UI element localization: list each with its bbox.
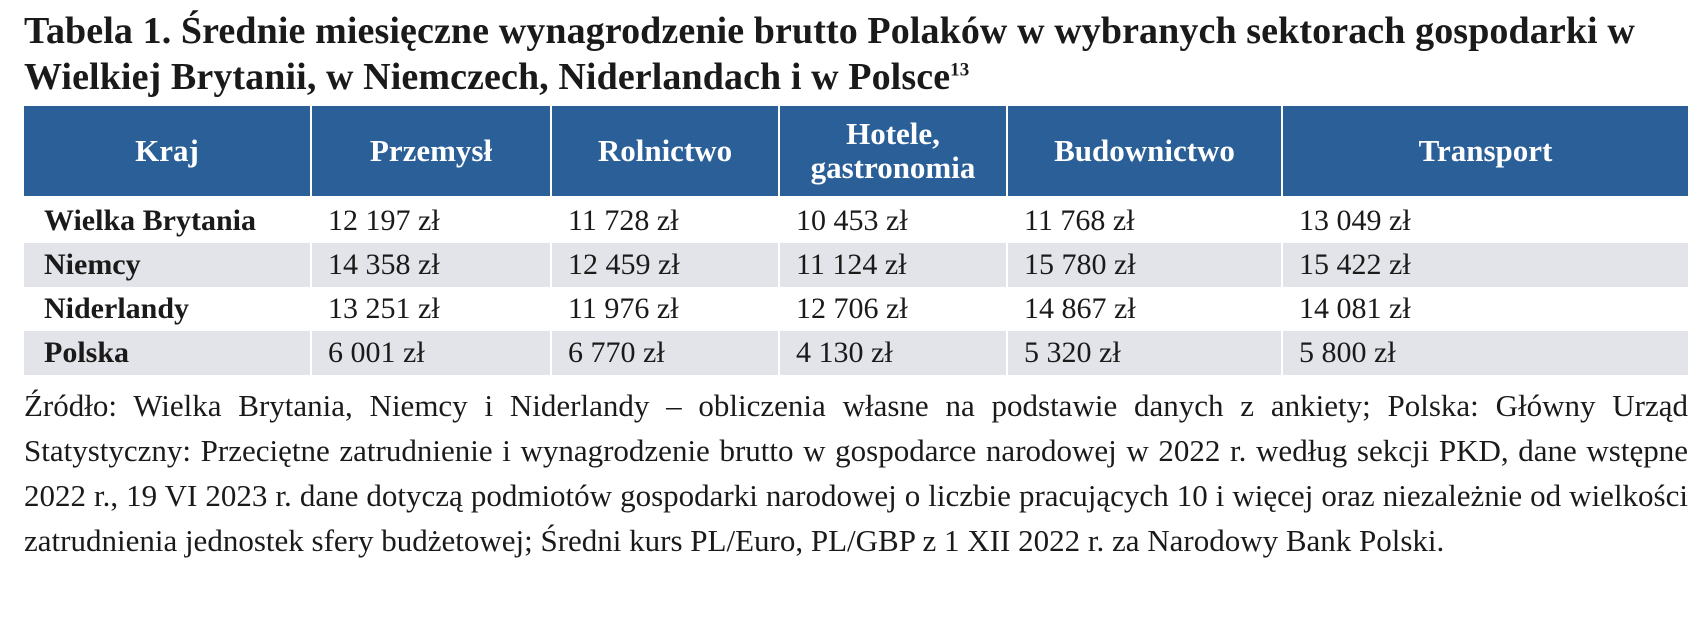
column-header-rolnictwo: Rolnictwo: [551, 106, 779, 198]
column-header-budownictwo: Budownictwo: [1007, 106, 1282, 198]
footnote-reference: 13: [950, 59, 970, 81]
table-row: [24, 331, 1688, 375]
table-cell: 5 320 zł: [1007, 331, 1282, 375]
table-cell: 11 124 zł: [779, 243, 1007, 287]
table-cell: 11 728 zł: [551, 198, 779, 244]
table-cell: 11 976 zł: [551, 287, 779, 331]
row-country-label: Niemcy: [24, 243, 311, 287]
table-cell: 5 800 zł: [1282, 331, 1688, 375]
document-page: [24, 8, 1688, 563]
table-row: [24, 287, 1688, 331]
row-country-label: Polska: [24, 331, 311, 375]
column-header-hotele-gastronomia: Hotele, gastronomia: [779, 106, 1007, 198]
table-cell: 14 081 zł: [1282, 287, 1688, 331]
table-cell: 15 780 zł: [1007, 243, 1282, 287]
table-cell: 12 706 zł: [779, 287, 1007, 331]
table-cell: 15 422 zł: [1282, 243, 1688, 287]
table-cell: 6 770 zł: [551, 331, 779, 375]
table-title-text: Tabela 1. Średnie miesięczne wynagrodzenie brutto Polaków w wybranych sektorach gospodarki w Wielkiej Brytanii, w Niemczech, Niderlandach i w Polsce: [24, 10, 1635, 98]
salary-table: [24, 106, 1688, 375]
table-cell: 11 768 zł: [1007, 198, 1282, 244]
row-country-label: Niderlandy: [44, 292, 190, 325]
table-cell: 14 867 zł: [1007, 287, 1282, 331]
table-cell: 14 358 zł: [311, 243, 551, 287]
column-header-przemysl: Przemysł: [311, 106, 551, 198]
table-cell: 12 197 zł: [311, 198, 551, 244]
row-country-label: Wielka Brytania: [44, 204, 256, 237]
table-cell: 13 251 zł: [311, 287, 551, 331]
table-cell: 12 459 zł: [551, 243, 779, 287]
column-header-transport: Transport: [1282, 106, 1688, 198]
source-note: Źródło: Wielka Brytania, Niemcy i Niderlandy – obliczenia własne na podstawie danych z ankiety; Polska: Główny Urząd Statystyczny: Przeciętne zatrudnienie i wynagrodzenie brutto w gospodarce narodowej w 2022 r. według sekcji PKD, dane wstępne 2022 r., 19 VI 2023 r. dane dotyczą podmiotów gospodarki narodowej o liczbie pracujących 10 i więcej oraz niezależnie od wielkości zatrudnienia jednostek sfery budżetowej; Średni kurs PL/Euro, PL/GBP z 1 XII 2022 r. za Narodowy Bank Polski.: [24, 388, 1688, 558]
table-row: [24, 198, 1688, 244]
table-body: [24, 198, 1688, 376]
table-cell: 4 130 zł: [779, 331, 1007, 375]
table-cell: 6 001 zł: [311, 331, 551, 375]
column-header-kraj: Kraj: [24, 106, 311, 198]
table-cell: 13 049 zł: [1282, 198, 1688, 244]
table-row: [24, 243, 1688, 287]
header-row: [24, 106, 1688, 198]
table-cell: 10 453 zł: [779, 198, 1007, 244]
table-header: [24, 106, 1688, 198]
table-title: [24, 8, 1688, 100]
